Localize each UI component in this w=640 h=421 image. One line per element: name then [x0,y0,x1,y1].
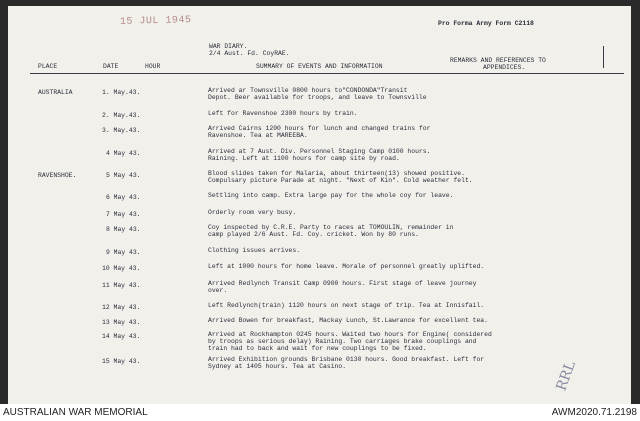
entry-date: 6 May 43. [106,194,141,201]
entry-text-line: Left at 1000 hours for home leave. Morale of personnel greatly uplifted. [208,263,485,270]
entry-text-line: Orderly room very busy. [208,209,297,216]
entry-text-line: Clothing issues arrives. [208,247,301,254]
footer-credit: AUSTRALIAN WAR MEMORIAL [3,407,148,418]
entry-place: RAVENSHOE. [38,172,77,179]
col-place-header: PLACE [38,63,58,70]
footer-reference: AWM2020.71.2198 [551,407,637,418]
margin-line [603,46,604,68]
entry-date: 8 May 43. [106,226,141,233]
entry-date: 12 May 43. [102,304,141,311]
entry-text-line: Left Redlynch(train) 1120 hours on next stage of trip. Tea at Innisfail. [208,302,485,309]
entry-text-line: Arrived Redlynch Transit Camp 0900 hours. First stage of leave journey [208,280,477,287]
diary-page [8,6,631,404]
entry-text-line: Ravenshoe. Tea at MAREEBA. [208,132,308,139]
handwritten-initials: RRL [553,358,579,394]
col-remarks-header-2: APPENDICES. [483,64,526,71]
entry-text-line: Depot. Beer available for troops, and leave to Townsville [208,94,427,101]
entry-text-line: Blood slides taken for Malaria, about thirteen(13) showed positive. [208,170,465,177]
entry-text-line: Arrived at 7 Aust. Div. Personnel Staging Camp 0100 hours. [208,148,431,155]
entry-text-line: Sydney at 1405 hours. Tea at Casino. [208,363,347,370]
entry-text-line: camp played 2/6 Aust. Fd. Coy. cricket. Won by 80 runs. [208,231,419,238]
entry-text-line: by troops as serious delay) Raining. Two carriages brake couplings and [208,338,477,345]
entry-date: 10 May 43. [102,265,141,272]
entry-text-line: Raining. Left at 1100 hours for camp site by road. [208,155,400,162]
entry-text-line: Arrived Bowen for breakfast, Mackay Lunch, St.Lawrance for excellent tea. [208,317,488,324]
entry-text-line: Arrived ar Townsville 0800 hours to"CONDONDA"Transit [208,87,408,94]
col-hour-header: HOUR [145,63,161,70]
entry-text-line: Coy inspected by C.R.E. Party to races at TOMOULIN, remainder in [208,224,454,231]
entry-date: 5 May 43. [106,172,141,179]
entry-text-line: Settling into camp. Extra large pay for the whole coy for leave. [208,192,454,199]
entry-text-line: Arrived at Rockhampton 0245 hours. Waited two hours for Engine( considered [208,331,492,338]
entry-date: 7 May 43. [106,211,141,218]
entry-text-line: Left for Ravenshoe 2300 hours by train. [208,110,358,117]
entry-date: 13 May 43. [102,319,141,326]
header-rule [30,73,624,74]
date-stamp: 15 JUL 1945 [119,15,192,28]
entry-date: 4 May 43. [106,150,141,157]
entry-date: 11 May 43. [102,282,141,289]
entry-text-line: Compulsary picture Parade at night. "Next of Kin". Cold weather felt. [208,177,473,184]
diary-title: WAR DIARY. [209,43,248,50]
entry-text-line: Arrived Exhibition grounds Brisbane 0130 hours. Good breakfast. Left for [208,356,485,363]
entry-place: AUSTRALIA [38,89,73,96]
col-remarks-header: REMARKS AND REFERENCES TO [450,57,546,64]
entry-date: 15 May 43. [102,358,141,365]
entry-date: 3. May.43. [102,127,141,134]
entry-date: 14 May 43. [102,333,141,340]
entry-date: 9 May 43. [106,249,141,256]
footer-bar [0,404,640,421]
form-label: Pro Forma Army Form C2118 [438,20,534,27]
entry-text-line: train had to back and wait for new couplings to be fixed. [208,345,427,352]
col-date-header: DATE [103,63,119,70]
entry-date: 2. May.43. [102,112,141,119]
entry-date: 1. May.43. [102,89,141,96]
entry-text-line: Arrived Cairns 1200 hours for lunch and changed trains for [208,125,431,132]
unit-name: 2/4 Aust. Fd. CoyRAE. [209,50,290,57]
entry-text-line: over. [208,287,228,294]
col-summary-header: SUMMARY OF EVENTS AND INFORMATION [256,63,383,70]
